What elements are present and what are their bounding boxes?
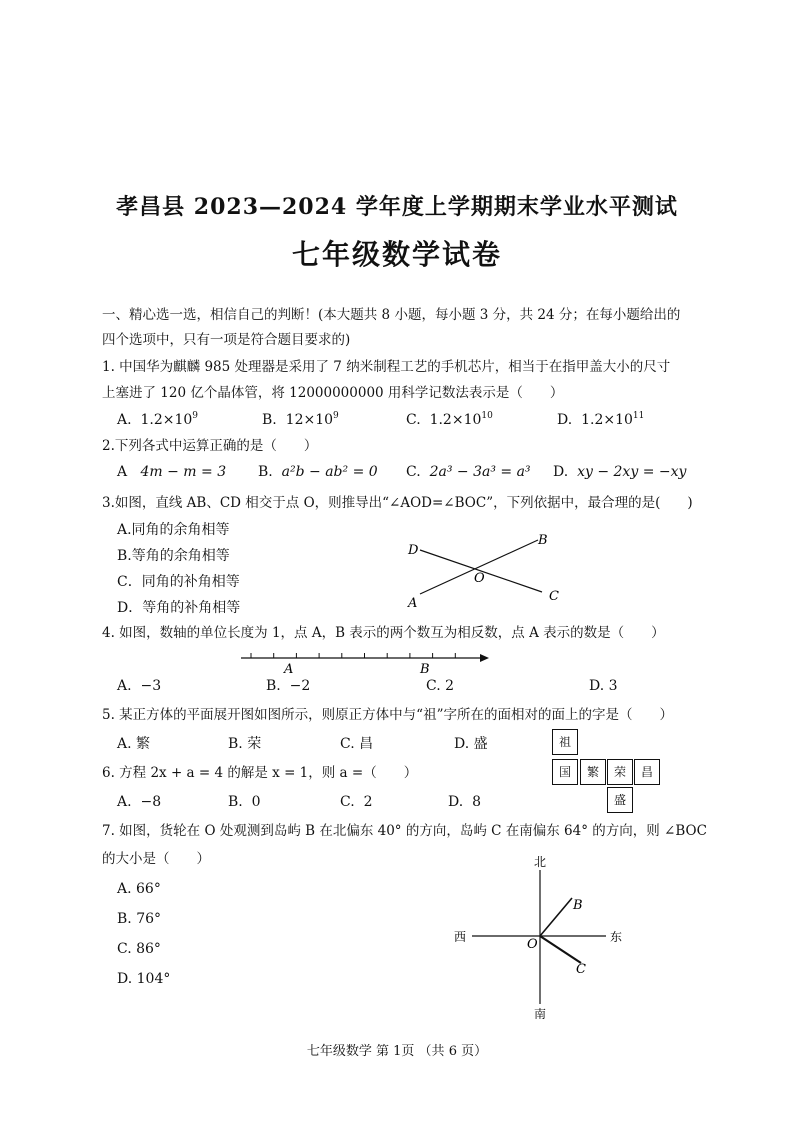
q6-option-d[interactable] bbox=[448, 793, 481, 811]
q1-option-b-label: B. bbox=[262, 412, 277, 428]
exam-subtitle: 七年级数学试卷 bbox=[291, 238, 502, 271]
q2-option-d-expr: xy − 2xy = −xy bbox=[577, 464, 687, 480]
number-line-arrow-icon bbox=[480, 654, 489, 662]
compass-label-west: 西 bbox=[454, 930, 467, 944]
ray-ob bbox=[540, 898, 572, 936]
q6-option-a-value: −8 bbox=[140, 794, 162, 810]
q7-stem-line1: 7. 如图，货轮在 O 处观测到岛屿 B 在北偏东 40° 的方向，岛屿 C 在南偏东 64° 的方向，则 ∠BOC bbox=[102, 823, 707, 839]
page-footer: 七年级数学 第 1页 （共 6 页） bbox=[306, 1044, 488, 1059]
q2-stem: 2.下列各式中运算正确的是（ ） bbox=[102, 438, 318, 454]
label-o: O bbox=[474, 571, 485, 586]
net-cell-guo: 国 bbox=[552, 759, 578, 785]
q6-option-b-label: B. bbox=[228, 794, 243, 810]
q5-stem: 5. 某正方体的平面展开图如图所示，则原正方体中与“祖”字所在的面相对的面上的字是（ ） bbox=[102, 707, 673, 723]
q5-option-c-label: C. bbox=[340, 736, 355, 752]
q7-option-b[interactable]: B. 76° bbox=[117, 911, 162, 927]
q5-option-c[interactable] bbox=[340, 735, 373, 753]
net-cell-chang: 昌 bbox=[634, 759, 660, 785]
compass-label-east: 东 bbox=[610, 930, 623, 944]
q1-option-a-exp: 9 bbox=[192, 411, 199, 421]
q2-option-c-label: C. bbox=[406, 464, 421, 480]
net-cell-sheng: 盛 bbox=[607, 787, 633, 813]
compass-label-c: C bbox=[576, 962, 586, 977]
compass-label-o: O bbox=[527, 937, 538, 952]
q4-option-d-value: 3 bbox=[608, 678, 618, 694]
q1-option-a-label: A. bbox=[117, 412, 132, 428]
q1-option-d[interactable] bbox=[557, 411, 644, 429]
section1-instruction-line2: 四个选项中，只有一项是符合题目要求的) bbox=[102, 332, 351, 348]
q6-option-c-label: C. bbox=[340, 794, 355, 810]
q4-option-a-value: −3 bbox=[140, 678, 162, 694]
q1-stem-line2: 上塞进了 120 亿个晶体管，将 12000000000 用科学记数法表示是（ ） bbox=[102, 385, 564, 401]
q2-option-c[interactable] bbox=[406, 463, 531, 481]
q3-option-b[interactable]: B.等角的余角相等 bbox=[117, 548, 230, 564]
q5-option-d-label: D. bbox=[454, 736, 470, 752]
q4-stem: 4. 如图，数轴的单位长度为 1，点 A，B 表示的两个数互为相反数，点 A 表示的数是（ ） bbox=[102, 625, 665, 641]
q1-option-b-exp: 9 bbox=[333, 411, 339, 421]
q2-option-a[interactable] bbox=[117, 463, 226, 481]
q5-option-b-value: 荣 bbox=[247, 736, 262, 752]
q5-option-a-label: A. bbox=[117, 736, 132, 752]
q7-option-c[interactable]: C. 86° bbox=[117, 941, 161, 957]
q4-option-c-value: 2 bbox=[445, 678, 455, 694]
q3-option-d[interactable]: D．等角的补角相等 bbox=[117, 600, 241, 616]
q6-option-c-value: 2 bbox=[363, 794, 373, 810]
q5-option-a[interactable] bbox=[117, 735, 150, 753]
q6-option-b[interactable] bbox=[228, 793, 261, 811]
q1-option-b[interactable] bbox=[262, 411, 339, 429]
net-cell-rong: 荣 bbox=[607, 759, 633, 785]
label-c: C bbox=[549, 589, 559, 604]
q3-intersecting-lines-figure bbox=[400, 528, 570, 612]
q4-option-a[interactable] bbox=[117, 677, 161, 695]
q4-option-b-label: B. bbox=[266, 678, 281, 694]
q4-option-d[interactable] bbox=[589, 677, 618, 695]
q4-option-b[interactable] bbox=[266, 677, 310, 695]
q2-option-b-expr: a²b − ab² = 0 bbox=[281, 464, 378, 480]
q4-option-c-label: C. bbox=[426, 678, 441, 694]
q1-stem-line1: 1. 中国华为麒麟 985 处理器是采用了 7 纳米制程工艺的手机芯片，相当于在指甲盖大小的尺寸 bbox=[102, 359, 671, 375]
q2-option-d[interactable] bbox=[553, 463, 686, 481]
q1-option-c-label: C. bbox=[406, 412, 421, 428]
q4-option-a-label: A. bbox=[117, 678, 132, 694]
q2-option-a-expr: 4m − m = 3 bbox=[140, 464, 227, 480]
section1-instruction-line1: 一、精心选一选，相信自己的判断！(本大题共 8 小题，每小题 3 分，共 24 分；在每小题给出的 bbox=[102, 307, 681, 323]
q6-option-d-label: D. bbox=[448, 794, 464, 810]
q7-stem-line2: 的大小是（ ） bbox=[102, 851, 210, 867]
q1-option-c[interactable] bbox=[406, 411, 493, 429]
q4-number-line-figure bbox=[235, 648, 495, 678]
q1-option-c-exp: 10 bbox=[481, 411, 493, 421]
q4-option-d-label: D. bbox=[589, 678, 605, 694]
q7-compass-figure bbox=[448, 852, 648, 1024]
q1-option-a[interactable] bbox=[117, 411, 198, 429]
exam-title: 孝昌县 2023—2024 学年度上学期期末学业水平测试 bbox=[116, 194, 678, 220]
q1-option-d-label: D. bbox=[557, 412, 573, 428]
label-d: D bbox=[408, 543, 419, 558]
q5-option-b-label: B. bbox=[228, 736, 243, 752]
q6-option-a-label: A. bbox=[117, 794, 132, 810]
q7-option-a[interactable]: A. 66° bbox=[117, 881, 161, 897]
net-cell-zu: 祖 bbox=[552, 729, 578, 755]
q5-cube-net-figure bbox=[552, 729, 662, 813]
q5-option-b[interactable] bbox=[228, 735, 261, 753]
q6-option-d-value: 8 bbox=[472, 794, 482, 810]
q5-option-d[interactable] bbox=[454, 735, 488, 753]
q6-option-a[interactable] bbox=[117, 793, 161, 811]
q5-option-d-value: 盛 bbox=[473, 736, 488, 752]
q3-option-a[interactable]: A.同角的余角相等 bbox=[117, 522, 230, 538]
q4-option-b-value: −2 bbox=[289, 678, 311, 694]
q6-stem: 6. 方程 2x + a = 4 的解是 x = 1，则 a =（ ） bbox=[102, 765, 418, 781]
q3-option-c[interactable]: C．同角的补角相等 bbox=[117, 574, 240, 590]
q6-option-b-value: 0 bbox=[251, 794, 261, 810]
q2-option-b-label: B. bbox=[258, 464, 273, 480]
q7-option-d[interactable]: D. 104° bbox=[117, 971, 171, 987]
ray-oc bbox=[540, 936, 581, 963]
compass-label-south: 南 bbox=[534, 1007, 547, 1021]
number-line-label-a: A bbox=[284, 662, 294, 677]
q3-stem: 3.如图，直线 AB、CD 相交于点 O，则推导出“∠AOD=∠BOC”，下列依据中，最合理的是( ) bbox=[102, 495, 693, 511]
number-line-label-b: B bbox=[420, 662, 430, 677]
q1-option-a-base: 1.2×10 bbox=[140, 412, 193, 428]
q2-option-d-label: D. bbox=[553, 464, 569, 480]
q2-option-c-expr: 2a³ − 3a³ = a³ bbox=[429, 464, 531, 480]
compass-label-b: B bbox=[573, 898, 583, 913]
q2-option-b[interactable] bbox=[258, 463, 378, 481]
label-b: B bbox=[538, 533, 548, 548]
number-line-ticks bbox=[251, 653, 455, 658]
q5-option-a-value: 繁 bbox=[136, 736, 151, 752]
q6-option-c[interactable] bbox=[340, 793, 373, 811]
q1-option-b-base: 12×10 bbox=[285, 412, 334, 428]
net-cell-fan: 繁 bbox=[580, 759, 606, 785]
q2-option-a-label: A bbox=[117, 464, 128, 480]
q1-option-d-exp: 11 bbox=[632, 411, 645, 421]
label-a: A bbox=[408, 596, 418, 611]
compass-label-north: 北 bbox=[534, 855, 547, 869]
q5-option-c-value: 昌 bbox=[359, 736, 374, 752]
q4-option-c[interactable] bbox=[426, 677, 454, 695]
q1-option-d-base: 1.2×10 bbox=[581, 412, 633, 428]
q1-option-c-base: 1.2×10 bbox=[429, 412, 482, 428]
